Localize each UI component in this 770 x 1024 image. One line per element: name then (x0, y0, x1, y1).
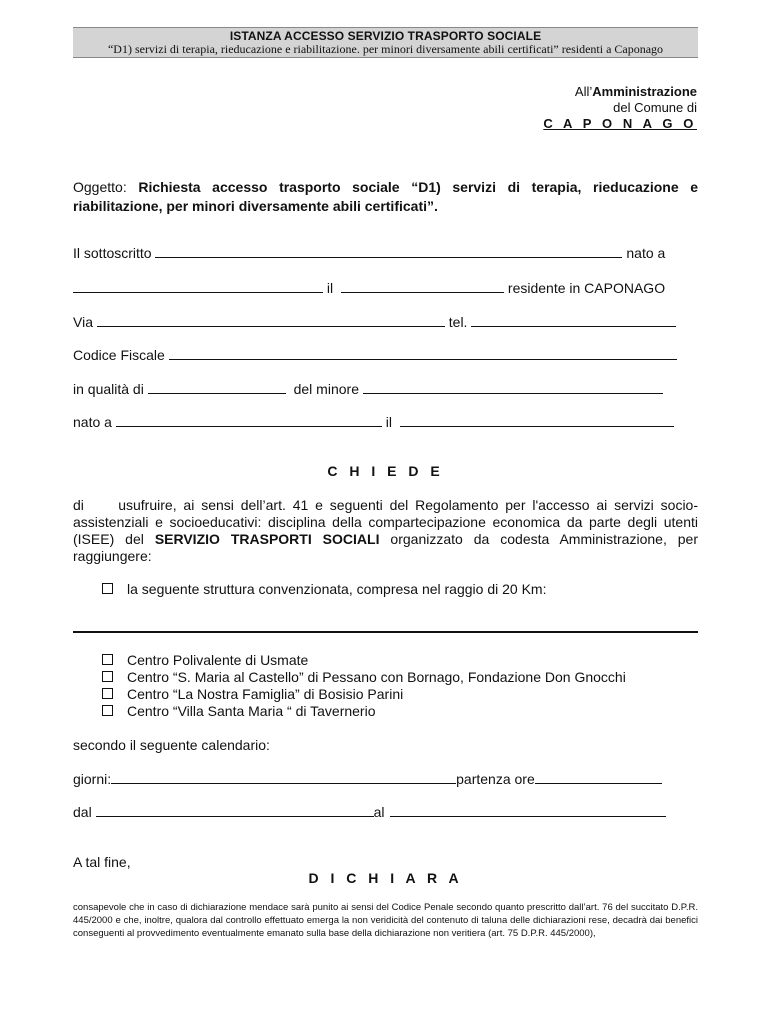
input-sottoscritto[interactable] (155, 244, 622, 258)
label-in-qualita: in qualità di (73, 381, 144, 397)
field-row-birth (73, 279, 698, 297)
input-dal[interactable] (96, 803, 374, 817)
label-codice-fiscale: Codice Fiscale (73, 347, 165, 363)
label-via: Via (73, 314, 93, 330)
field-row-giorni (73, 770, 698, 788)
dichiara-intro: A tal fine, (73, 854, 131, 870)
label-residente: residente in CAPONAGO (507, 280, 666, 296)
label-il-2: il (385, 414, 392, 430)
dichiara-heading: D I C H I A R A (308, 870, 463, 886)
struttura-line[interactable] (73, 631, 698, 633)
label-al: al (373, 804, 385, 820)
input-minor-birthplace[interactable] (116, 413, 382, 427)
label-dal: dal (73, 804, 92, 820)
chiede-text-1: usufruire, ai sensi dell’art. 41 e seguenti del Regolamento per l'accesso ai servizi socio-assistenziali e socioeducativi: disciplina della compartecipazione economica da parte degli utenti (ISEE) del (73, 497, 699, 547)
option-struttura-label: la seguente struttura convenzionata, compresa nel raggio di 20 Km: (127, 581, 547, 597)
center-item[interactable] (102, 686, 403, 703)
input-tel[interactable] (471, 313, 676, 327)
label-del-minore: del minore (293, 381, 359, 397)
chiede-paragraph (73, 497, 698, 565)
label-il: il (326, 280, 334, 296)
header-title: ISTANZA ACCESSO SERVIZIO TRASPORTO SOCIALE (229, 29, 542, 43)
input-minor-birthdate[interactable] (400, 413, 674, 427)
input-codice-fiscale[interactable] (169, 346, 677, 360)
subject-label: Oggetto: (73, 179, 139, 195)
header-subtitle: “D1) servizi di terapia, rieducazione e riabilitazione. per minori diversamente abili certificati” residenti a Caponago (107, 42, 664, 56)
field-row-qualita (73, 380, 698, 398)
chiede-text-2: organizzato da codesta Amministrazione, per raggiungere: (73, 531, 699, 564)
label-giorni: giorni: (73, 771, 112, 787)
recipient-town-text: C A P O N A G O (543, 116, 697, 131)
label-sottoscritto: Il sottoscritto (73, 245, 152, 261)
recipient-prefix: All’ (574, 84, 593, 99)
subject-text: Richiesta accesso trasporto sociale “D1) servizi di terapia, rieducazione e riabilitazione, per minori diversamente abili certificati”. (73, 179, 699, 214)
recipient-line-1 (575, 84, 697, 100)
center-item[interactable] (102, 669, 626, 686)
label-nato-a: nato a (626, 245, 666, 261)
checkbox-struttura[interactable] (102, 583, 113, 594)
dichiara-text: consapevole che in caso di dichiarazione mendace sarà punito ai sensi del Codice Penale secondo quanto prescritto dall’art. 76 del succitato D.P.R. 445/2000 e che, inoltre, qualora dal controllo effettuato emerga la non veridicità del contenuto di taluna delle dichiarazioni rese, decadrà dai benefici conseguenti al provvedimento eventualmente emanato sulla base della dichiarazione non veritiera (art. 75 D.P.R. 445/2000), (73, 902, 698, 939)
field-row-cf (73, 346, 698, 364)
input-via[interactable] (97, 313, 445, 327)
input-birthplace[interactable] (73, 279, 323, 293)
chiede-di: di (73, 497, 84, 513)
input-al[interactable] (390, 803, 666, 817)
input-giorni[interactable] (111, 770, 456, 784)
field-row-minor-birth (73, 413, 698, 431)
input-minore[interactable] (363, 380, 663, 394)
recipient-line-2: del Comune di (613, 100, 697, 115)
checkbox-center[interactable] (102, 671, 113, 682)
input-partenza[interactable] (535, 770, 662, 784)
input-qualita[interactable] (148, 380, 286, 394)
checkbox-center[interactable] (102, 705, 113, 716)
center-label: Centro “La Nostra Famiglia” di Bosisio Parini (127, 686, 404, 702)
option-struttura[interactable] (102, 581, 546, 598)
field-row-dal (73, 803, 698, 821)
document-header (73, 27, 698, 58)
center-label: Centro “S. Maria al Castello” di Pessano con Bornago, Fondazione Don Gnocchi (127, 669, 626, 685)
calendar-intro: secondo il seguente calendario: (73, 737, 270, 753)
recipient-entity: Amministrazione (592, 84, 697, 99)
checkbox-center[interactable] (102, 654, 113, 665)
label-tel: tel. (448, 314, 468, 330)
label-nato-a-2: nato a (73, 414, 112, 430)
field-row-sottoscritto (73, 244, 698, 262)
center-label: Centro Polivalente di Usmate (127, 652, 309, 668)
center-item[interactable] (102, 652, 308, 669)
chiede-heading: C H I E D E (327, 463, 444, 479)
recipient-town (543, 116, 697, 132)
checkbox-center[interactable] (102, 688, 113, 699)
label-partenza: partenza ore (456, 771, 535, 787)
center-item[interactable] (102, 703, 376, 720)
input-birthdate[interactable] (341, 279, 504, 293)
subject (73, 178, 698, 216)
center-label: Centro “Villa Santa Maria “ di Tavernerio (127, 703, 376, 719)
field-row-via (73, 313, 698, 331)
chiede-service: SERVIZIO TRASPORTI SOCIALI (154, 531, 380, 547)
